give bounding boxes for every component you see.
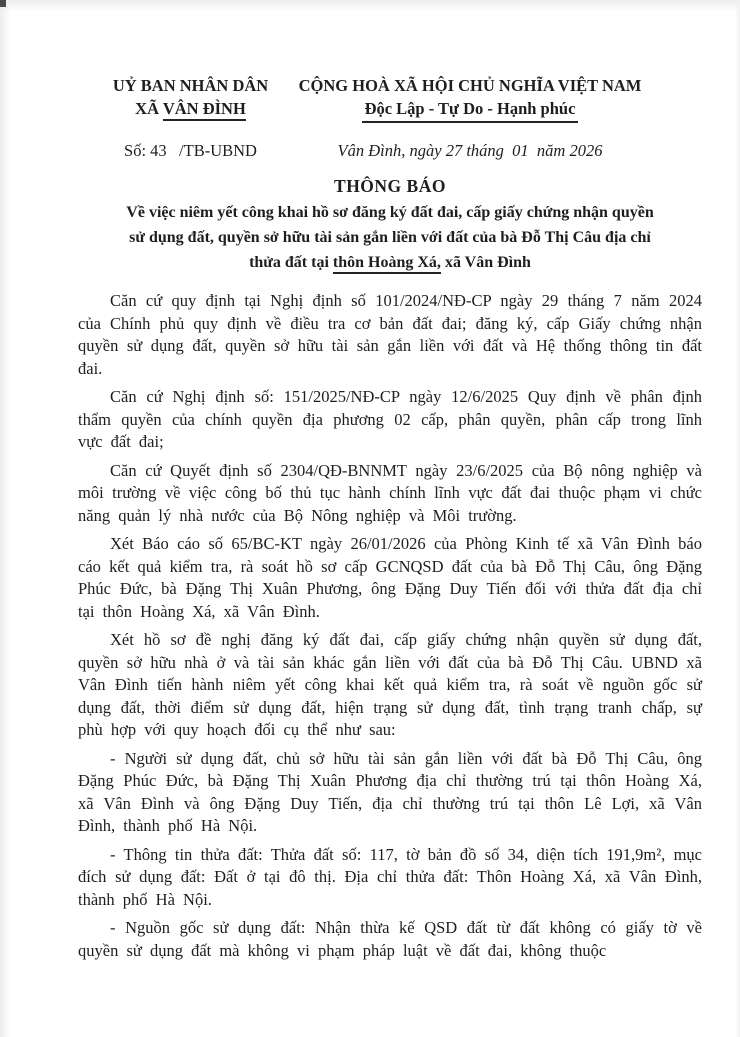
issuing-org-unit-underlined: VÂN ĐÌNH xyxy=(163,99,246,121)
paragraph-announcement: Xét hồ sơ đề nghị đăng ký đất đai, cấp giấy chứng nhận quyền sử dụng đất, quyền sở hữu nhà ở và tài sản khác gắn liền với đất của bà Đỗ Thị Câu. UBND xã Vân Đình tiến hành niêm yết công khai kết quả kiểm tra, rà soát về nguồn gốc sử dụng đất, thời điểm sử dụng đất, hiện trạng sử dụng đất, tình trạng tranh chấp, sự phù hợp với quy hoạch đối cụ thể như sau: xyxy=(78,630,702,739)
doc-subject-line2: sử dụng đất, quyền sở hữu tài sản gắn liền với đất của bà Đỗ Thị Câu địa chỉ xyxy=(129,229,651,246)
doc-subject-line1: Về việc niêm yết công khai hồ sơ đăng ký đất đai, cấp giấy chứng nhận quyền xyxy=(126,204,654,221)
document-body xyxy=(78,290,702,962)
issuing-org-unit-prefix: XÃ xyxy=(135,99,163,118)
doc-number: Số: 43 /TB-UBND xyxy=(124,141,257,160)
national-title: CỘNG HOÀ XÃ HỘI CHỦ NGHĨA VIỆT NAM xyxy=(298,76,642,95)
national-motto-underlined: Độc Lập - Tự Do - Hạnh phúc xyxy=(362,97,579,123)
paragraph-land-origin: - Nguồn gốc sử dụng đất: Nhận thừa kế QSD đất từ đất không có giấy tờ về quyền sử dụng đất mà không vi phạm pháp luật về đất đai, không thuộc xyxy=(78,918,702,960)
title-block xyxy=(78,174,702,275)
paragraph-land-users: - Người sử dụng đất, chủ sở hữu tài sản gắn liền với đất bà Đỗ Thị Câu, ông Đặng Phúc Đức, bà Đặng Thị Xuân Phương địa chỉ thường trú tại thôn Hoàng Xá, xã Vân Đình và ông Đặng Duy Tiến, địa chỉ thường trú tại thôn Lê Lợi, xã Vân Đình, thành phố Hà Nội. xyxy=(78,748,702,835)
issuing-org-name: UỶ BAN NHÂN DÂN xyxy=(112,76,269,95)
paragraph-legal-basis-2: Căn cứ Nghị định số: 151/2025/NĐ-CP ngày 12/6/2025 Quy định về phân định thẩm quyền của chính quyền địa phương 02 cấp, phân quyền, phân cấp trong lĩnh vực đất đai; xyxy=(78,387,702,451)
document-header xyxy=(78,74,702,123)
doc-subject-line3-underlined: thôn Hoàng Xá, xyxy=(333,254,441,274)
doc-subject xyxy=(78,200,702,275)
doc-title: THÔNG BÁO xyxy=(334,176,446,196)
doc-subject-line3-suffix: xã Vân Đình xyxy=(440,254,531,271)
doc-subject-line3 xyxy=(78,250,702,275)
place-date: Vân Đình, ngày 27 tháng 01 năm 2026 xyxy=(337,141,603,160)
national-header-block xyxy=(283,74,657,123)
paragraph-report-review: Xét Báo cáo số 65/BC-KT ngày 26/01/2026 của Phòng Kinh tế xã Vân Đình báo cáo kết quả kiểm tra, rà soát hồ sơ cấp GCNQSD đất của bà Đỗ Thị Câu, ông Đặng Phúc Đức, bà Đặng Thị Xuân Phương, ông Đặng Duy Tiến đối với thửa đất địa chỉ tại thôn Hoàng Xá, xã Vân Đình. xyxy=(78,534,702,621)
paragraph-parcel-info: - Thông tin thửa đất: Thửa đất số: 117, tờ bản đồ số 34, diện tích 191,9m², mục đích sử dụng đất: Đất ở tại đô thị. Địa chỉ thửa đất: Thôn Hoàng Xá, xã Vân Đình, thành phố Hà Nội. xyxy=(78,844,702,909)
place-date-block xyxy=(283,140,657,162)
paragraph-legal-basis-3: Căn cứ Quyết định số 2304/QĐ-BNNMT ngày 23/6/2025 của Bộ nông nghiệp và môi trường về việc công bố thủ tục hành chính lĩnh vực đất đai thuộc phạm vi chức năng quản lý nhà nước của Bộ Nông nghiệp và Môi trường. xyxy=(78,460,702,525)
issuing-org-block xyxy=(98,74,283,120)
paragraph-legal-basis-1: Căn cứ quy định tại Nghị định số 101/2024/NĐ-CP ngày 29 tháng 7 năm 2024 của Chính phủ quy định về điều tra cơ bản đất đai; đăng ký, cấp Giấy chứng nhận quyền sử dụng đất, quyền sở hữu tài sản gắn liền với đất và Hệ thống thông tin đất đai. xyxy=(78,291,702,378)
doc-subject-line3-prefix: thửa đất tại xyxy=(249,254,333,271)
issuing-org-unit xyxy=(98,97,283,120)
document-meta-row xyxy=(78,140,702,162)
national-motto xyxy=(283,97,657,123)
doc-number-block xyxy=(98,140,283,162)
